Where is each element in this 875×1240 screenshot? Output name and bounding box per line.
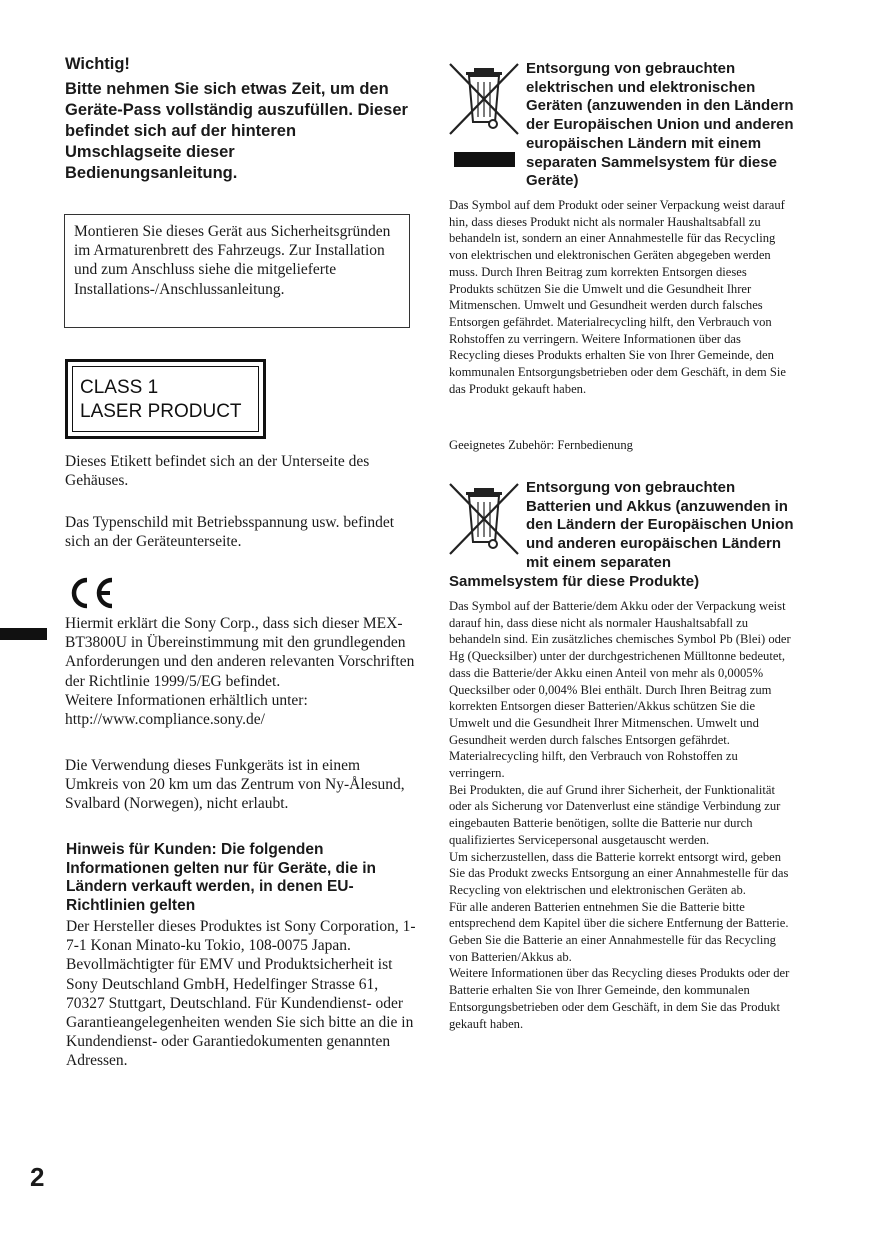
page-number: 2 <box>30 1162 45 1192</box>
ce-url: http://www.compliance.sony.de/ <box>65 711 265 729</box>
laser-line-1: CLASS 1 <box>80 377 159 398</box>
wichtig-text: Bitte nehmen Sie sich etwas Zeit, um den Geräte-Pass vollständig auszufüllen. Dieser befindet sich auf der hinteren Umschlagseite dieser Bedienungsanleitung. <box>65 80 408 182</box>
battery-heading: Entsorgung von gebrauchten Batterien und Akkus (anzuwenden in den Ländern der Europäischen Union und anderen europäischen Ländern mit einem separaten <box>526 479 794 571</box>
mount-notice-box <box>64 214 410 328</box>
battery-text <box>449 598 794 1032</box>
battery-paragraph-4: Für alle anderen Batterien entnehmen Sie die Batterie bitte entsprechend dem Kapitel über die sichere Entfernung der Batterie. Geben Sie die Batterie an einer Annahmestelle für das Recycling von Batterien/Akkus ab. <box>449 899 789 964</box>
laser-label-text <box>80 376 242 424</box>
battery-paragraph-3: Um sicherzustellen, dass die Batterie korrekt entsorgt wird, geben Sie das Produkt zwecks Entsorgung an einer Annahmestelle für das Recycling von elektrischen und elektronischen Geräten ab. <box>449 849 789 897</box>
separate-collection-bar <box>454 152 515 167</box>
battery-heading-continued: Sammelsystem für diese Produkte) <box>449 573 700 590</box>
battery-paragraph-5: Weitere Informationen über das Recycling dieses Produkts oder der Batterie erhalten Sie von Ihrer Gemeinde, den kommunalen Entsorgungsbetrieben oder dem Geschäft, in dem Sie das Produkt gekauft haben. <box>449 966 790 1031</box>
crossed-bin-battery-icon <box>448 482 520 563</box>
mount-notice-text: Montieren Sie dieses Gerät aus Sicherheitsgründen im Armaturenbrett des Fahrzeugs. Zur Installation und zum Anschluss siehe die mitgelieferte Installations-/Anschlussanleitung. <box>74 223 391 298</box>
hinweis-text: Der Hersteller dieses Produktes ist Sony Corporation, 1-7-1 Konan Minato-ku Tokio, 108-0075 Japan. Bevollmächtigter für EMV und Produktsicherheit ist Sony Deutschland GmbH, Hedelfinger Strasse 61, 70327 Stuttgart, Deutschland. Für Kundendienst- oder Garantieangelegenheiten wenden Sie sich bitte an die in Kundendienst- oder Garantiedokumenten genannten Adressen. <box>66 918 416 1070</box>
accessory-note: Geeignetes Zubehör: Fernbedienung <box>449 438 633 452</box>
ce-more-info: Weitere Informationen erhältlich unter: <box>65 691 308 709</box>
label-location-note: Dieses Etikett befindet sich an der Unterseite des Gehäuses. <box>65 453 370 490</box>
laser-line-2: LASER PRODUCT <box>80 401 242 422</box>
weee-text: Das Symbol auf dem Produkt oder seiner Verpackung weist darauf hin, dass dieses Produkt nicht als normaler Haushaltsabfall zu behandeln ist, sondern an einer Annahmestelle für das Recycling von elektrischen und elektronischen Geräten abgegeben werden muss. Durch Ihren Beitrag zum korrekten Entsorgen dieses Produkts schützen Sie die Umwelt und die Gesundheit Ihrer Mitmenschen. Umwelt und Gesundheit werden durch falsches Entsorgen gefährdet. Materialrecycling hilft, den Verbrauch von Rohstoffen zu verringern. Weitere Informationen über das Recycling dieses Produkts erhalten Sie von Ihrer Gemeinde, den kommunalen Entsorgungsbetrieben oder dem Geschäft, in dem Sie das Produkt gekauft haben. <box>449 198 786 396</box>
weee-heading: Entsorgung von gebrauchten elektrischen und elektronischen Geräten (anzuwenden in den Ländern der Europäischen Union und anderen europäischen Ländern mit einem separaten Sammelsystem für diese Geräte) <box>526 60 794 190</box>
hinweis-heading: Hinweis für Kunden: Die folgenden Informationen gelten nur für Geräte, die in Ländern verkauft werden, in denen EU-Richtlinien gelten <box>66 841 377 914</box>
typeplate-note: Das Typenschild mit Betriebsspannung usw. befindet sich an der Geräteunterseite. <box>65 514 395 551</box>
laser-class-label <box>65 359 266 439</box>
wichtig-heading: Wichtig! <box>65 55 130 73</box>
ce-mark-icon <box>66 576 116 615</box>
battery-paragraph-1: Das Symbol auf der Batterie/dem Akku oder der Verpackung weist darauf hin, dass diese nicht als normaler Haushaltsabfall zu behandeln sind. Ein zusätzliches chemisches Symbol Pb (Blei) oder Hg (Quecksilber) unter der durchgestrichenen Mülltonne bedeutet, dass die Batterie/der Akku einen Anteil von mehr als 0,0005% Quecksilber oder 0,004% Blei enthält. Durch Ihren Beitrag zum korrekten Entsorgen dieser Batterien/Akkus schützen Sie die Umwelt und die Gesundheit Ihrer Mitmenschen. Umwelt und Gesundheit werden durch falsches Entsorgen gefährdet. Materialrecycling hilft, den Verbrauch von Rohstoffen zu verringern. <box>449 599 791 781</box>
battery-paragraph-2: Bei Produkten, die auf Grund ihrer Sicherheit, der Funktionalität oder als Sicherung vor Datenverlust eine ständige Verbindung zur eingebauten Batterie benötigen, sollte die Batterie nur durch qualifiziertes Servicepersonal ausgetauscht werden. <box>449 782 781 847</box>
side-thumb-tab <box>0 628 47 640</box>
ce-declaration-text: Hiermit erklärt die Sony Corp., dass sich dieser MEX-BT3800U in Übereinstimmung mit den grundlegenden Anforderungen und den anderen relevanten Vorschriften der Richtlinie 1999/5/EG befindet. <box>65 615 415 690</box>
ce-declaration <box>65 614 415 729</box>
crossed-bin-icon <box>448 62 520 143</box>
radio-restriction-note: Die Verwendung dieses Funkgeräts ist in einem Umkreis von 20 km um das Zentrum von Ny-Ålesund, Svalbard (Norwegen), nicht erlaubt. <box>65 757 405 813</box>
